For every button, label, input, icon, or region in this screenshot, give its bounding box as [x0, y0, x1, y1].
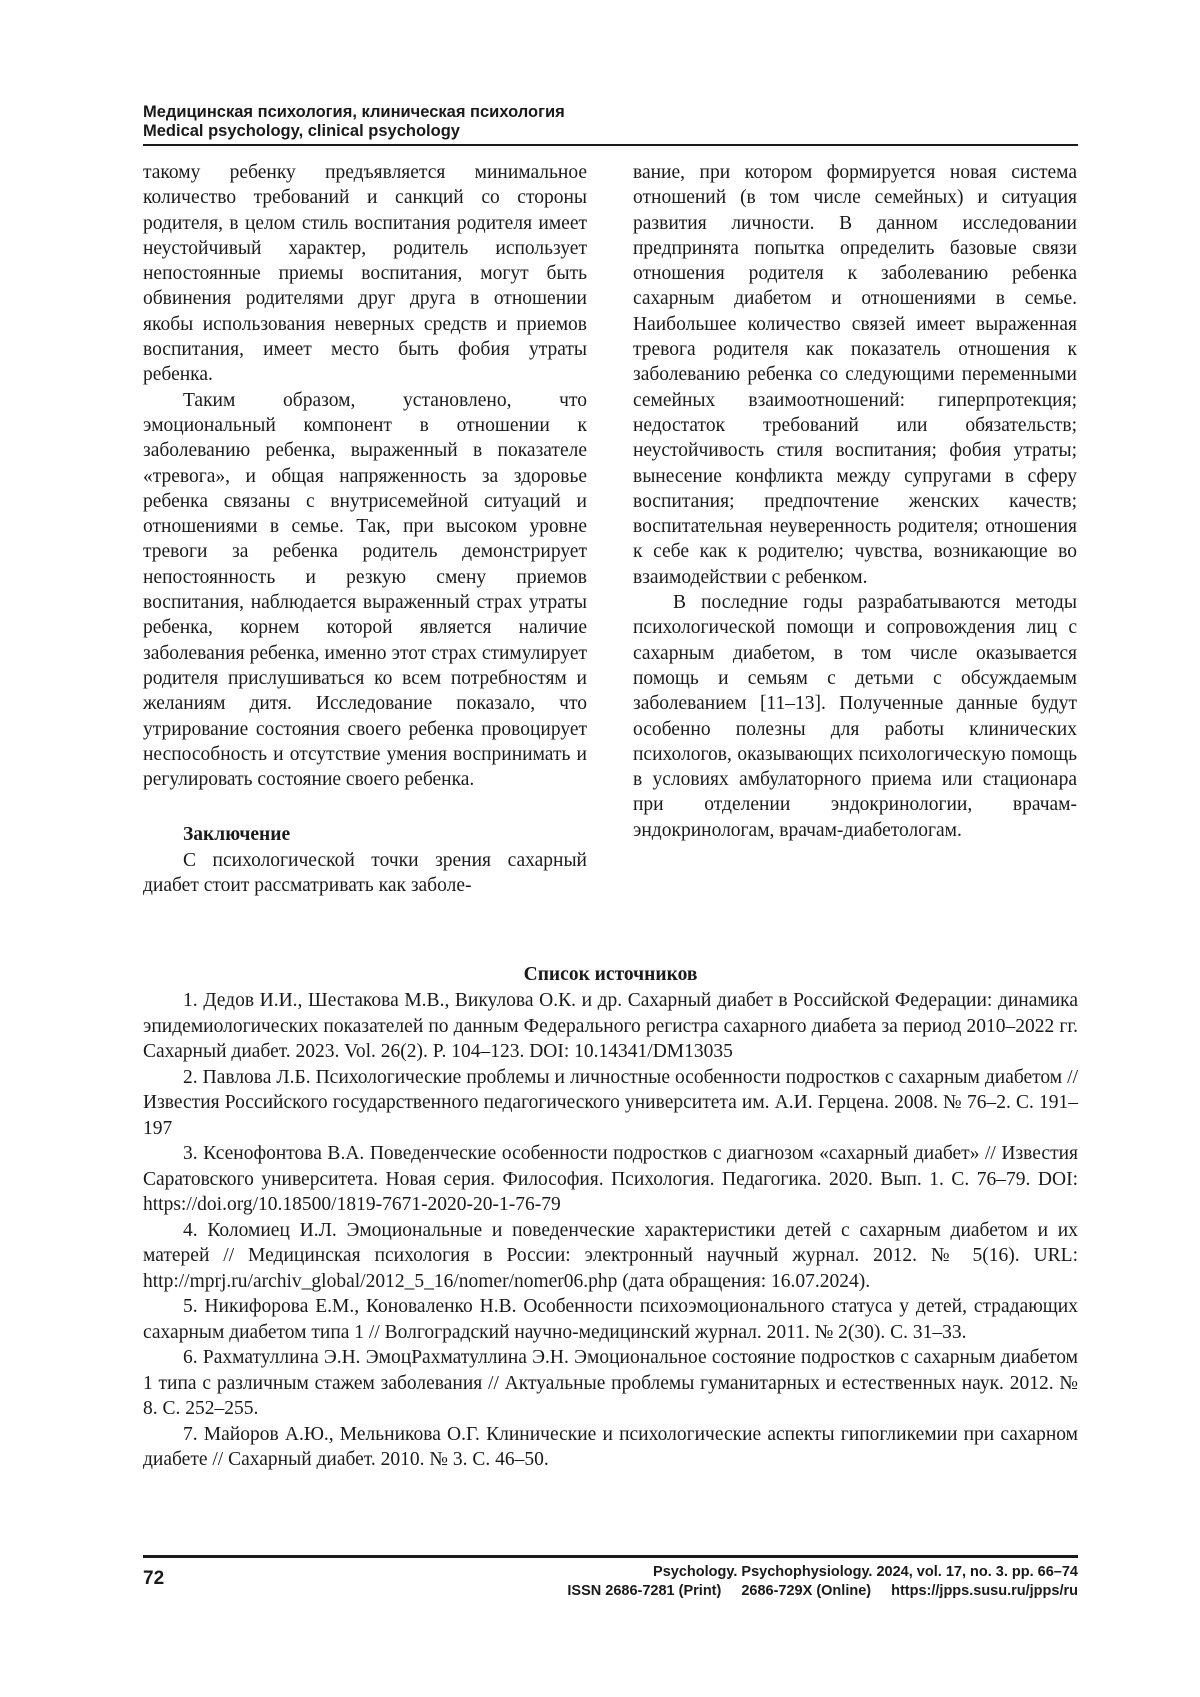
- left-paragraph-1: такому ребенку предъявляется минимальное количество требований и санкций со стороны родителя, в целом стиль воспитания родителя имеет неустойчивый характер, родитель использует непостоянные приемы воспитания, могут быть обвинения родителями друг друга в отношении якобы использования неверных средств и приемов воспитания, имеет место быть фобия утраты ребенка.: [143, 162, 587, 386]
- journal-footer: [378, 1563, 1078, 1601]
- right-paragraph-2: В последние годы разрабатываются методы психологической помощи и сопровождения лиц с сахарным диабетом, в том числе оказывается помощь и семьям с детьми с обсуждаемым заболеванием [11–13]. Полученные данные будут особенно полезны для работы клинических психологов, оказывающих психологическую помощь в условиях амбулаторного приема или стационара при отделении эндокринологии, врачам-эндокринологам, врачам-диабетологам.: [633, 592, 1077, 841]
- reference-item: 3. Ксенофонтова В.А. Поведенческие особенности подростков с диагнозом «сахарный диабет» // Известия Саратовского университета. Новая серия. Философия. Психология. Педагогика. 2020. Вып. 1. С. 76–79. DOI: https://doi.org/10.18500/1819-7671-2020-20-1-76-79: [143, 1143, 1078, 1215]
- header-divider: [143, 144, 1078, 146]
- issn-print: ISSN 2686-7281 (Print): [567, 1583, 722, 1599]
- running-header: [143, 103, 1078, 141]
- right-paragraph-1: вание, при котором формируется новая система отношений (в том числе семейных) и ситуация развития личности. В данном исследовании предпринята попытка определить базовые связи отношения родителя к заболеванию ребенка сахарным диабетом и отношениями в семье. Наибольшее количество связей имеет выраженная тревога родителя как показатель отношения к заболеванию ребенка со следующими переменными семейных взаимоотношений: гиперпротекция; недостаток требований или обязательств; неустойчивость стиля воспитания; фобия утраты; вынесение конфликта между супругами в сферу воспитания; предпочтение женских качеств; воспитательная неуверенность родителя; отношения к себе как к родителю; чувства, возникающие во взаимодействии с ребенком.: [633, 162, 1077, 588]
- reference-item: 4. Коломиец И.Л. Эмоциональные и поведенческие характеристики детей с сахарным диабетом и их матерей // Медицинская психология в России: электронный научный журнал. 2012. № 5(16). URL: http://mprj.ru/archiv_global/2012_5_16/nomer/nomer06.php (дата обращения: 16.07.2024).: [143, 1219, 1078, 1292]
- section-title-ru: Медицинская психология, клиническая психология: [143, 103, 565, 121]
- issn-online: 2686-729X (Online): [741, 1583, 872, 1599]
- reference-item: 5. Никифорова Е.М., Коноваленко Н.В. Особенности психоэмоционального статуса у детей, страдающих сахарным диабетом типа 1 // Волгоградский научно-медицинский журнал. 2011. № 2(30). С. 31–33.: [143, 1296, 1078, 1343]
- left-paragraph-2: Таким образом, установлено, что эмоциональный компонент в отношении к заболеванию ребенка, выраженный в показателе «тревога», и общая напряженность за здоровье ребенка связаны с внутрисемейной ситуаций и отношениями в семье. Так, при высоком уровне тревоги за ребенка родитель демонстрирует непостоянность и резкую смену приемов воспитания, наблюдается выраженный страх утраты ребенка, корнем которой является наличие заболевания ребенка, именно этот страх стимулирует родителя прислушиваться ко всем потребностям и желаниям дитя. Исследование показало, что утрирование состояния своего ребенка провоцирует неспособность и отсутствие умения воспринимать и регулировать состояние своего ребенка.: [143, 389, 587, 791]
- reference-item: 6. Рахматуллина Э.Н. ЭмоцРахматуллина Э.Н. Эмоциональное состояние подростков с сахарным диабетом 1 типа с различным стажем заболевания // Актуальные проблемы гуманитарных и естественных наук. 2012. № 8. С. 252–255.: [143, 1347, 1078, 1419]
- section-title-en: Medical psychology, clinical psychology: [143, 122, 460, 140]
- right-column: [633, 160, 1077, 843]
- issn-line: [378, 1582, 1078, 1601]
- journal-url: https://jpps.susu.ru/jpps/ru: [891, 1583, 1078, 1599]
- reference-item: 7. Майоров А.Ю., Мельникова О.Г. Клинические и психологические аспекты гипогликемии при сахарном диабете // Сахарный диабет. 2010. № 3. С. 46–50.: [143, 1423, 1078, 1470]
- journal-citation: Psychology. Psychophysiology. 2024, vol. 17, no. 3. pp. 66–74: [653, 1564, 1078, 1580]
- footer-divider: [143, 1555, 1078, 1558]
- page-number: 72: [143, 1568, 165, 1589]
- references-section: [143, 962, 1078, 1473]
- conclusion-heading: Заключение: [183, 824, 291, 846]
- references-title: Список источников: [523, 964, 698, 985]
- left-column: [143, 160, 587, 898]
- left-paragraph-3: С психологической точки зрения сахарный диабет стоит рассматривать как заболе-: [143, 849, 587, 897]
- reference-item: 2. Павлова Л.Б. Психологические проблемы и личностные особенности подростков с сахарным диабетом // Известия Российского государственного педагогического университета им. А.И. Герцена. 2008. № 76–2. С. 191–197: [143, 1066, 1078, 1139]
- reference-item: 1. Дедов И.И., Шестакова М.В., Викулова О.К. и др. Сахарный диабет в Российской Федерации: динамика эпидемиологических показателей по данным Федерального регистра сахарного диабета за период 2010–2022 гг. Сахарный диабет. 2023. Vol. 26(2). P. 104–123. DOI: 10.14341/DM13035: [143, 990, 1078, 1062]
